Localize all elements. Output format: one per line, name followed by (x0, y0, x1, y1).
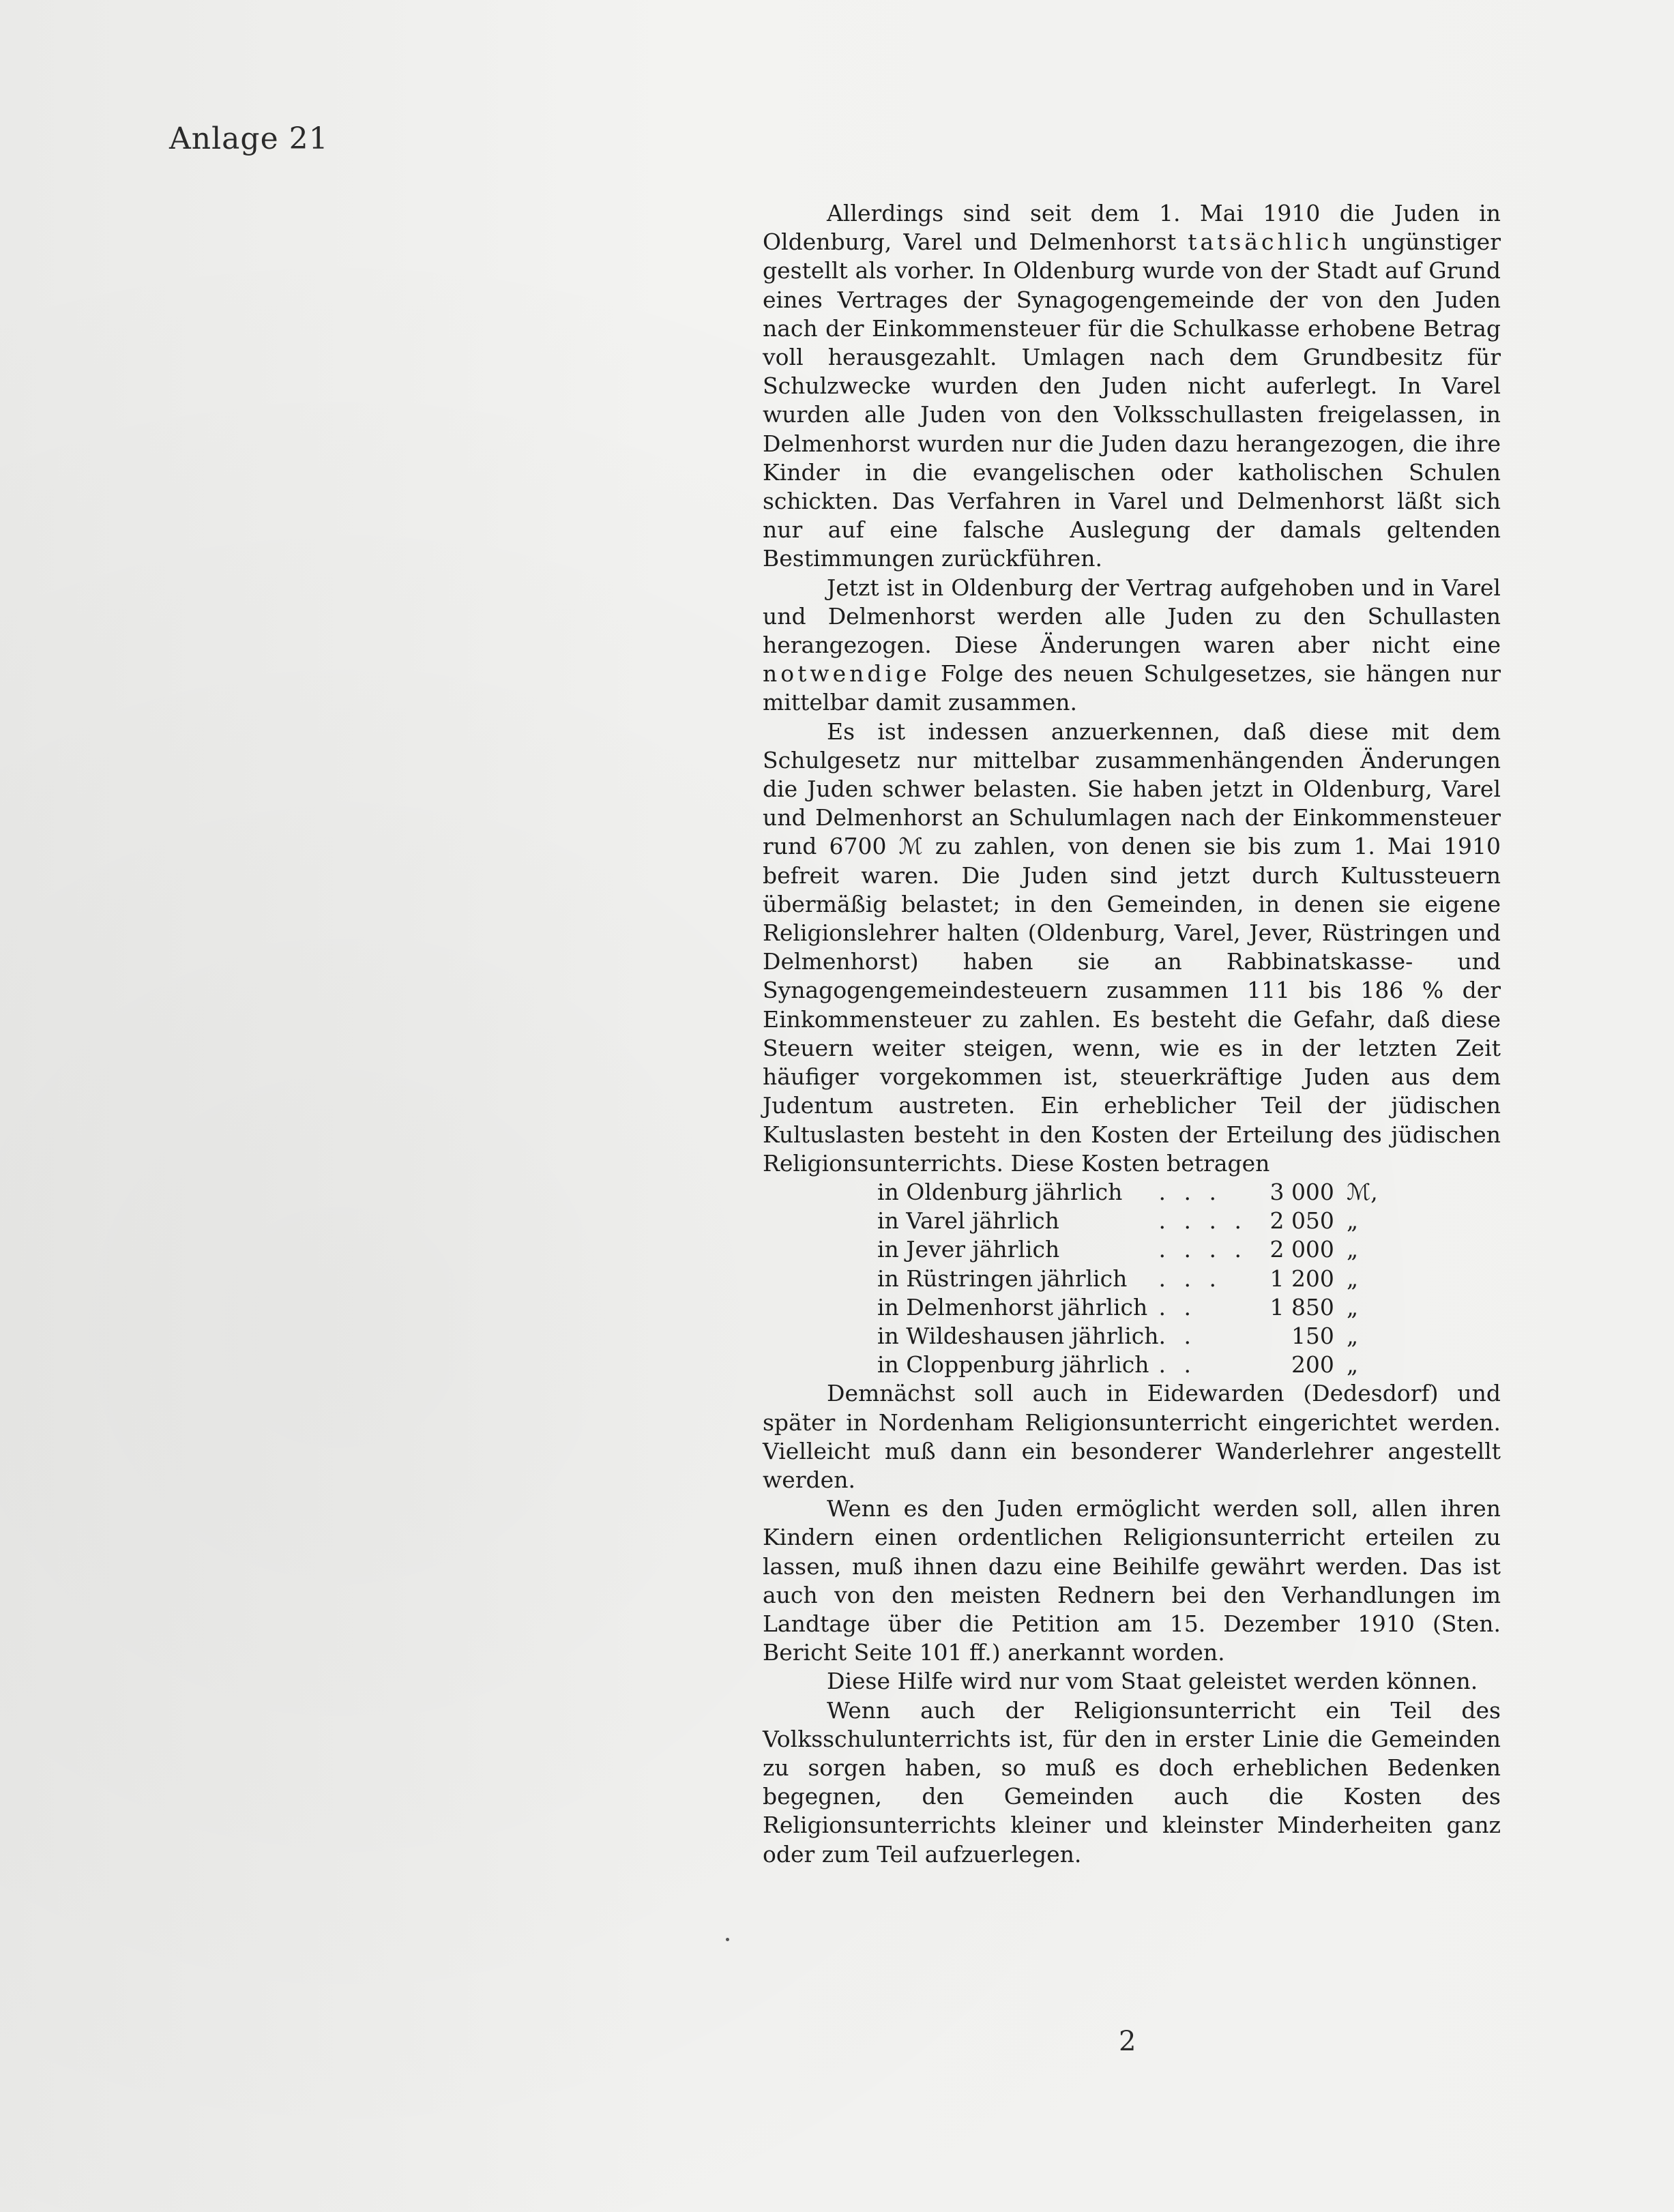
emphasis-tatsaechlich: tatsächlich (1188, 228, 1351, 256)
table-row (877, 1265, 1378, 1293)
table-row (877, 1178, 1378, 1207)
paragraph-6: Diese Hilfe wird nur vom Staat geleistet werden können. (827, 1668, 1478, 1695)
cost-place: in Rüstringen jährlich (877, 1265, 1128, 1292)
leader-dots: . . (1158, 1351, 1196, 1378)
cost-unit: „ (1346, 1236, 1359, 1263)
cost-amount: 3 000 (1269, 1178, 1334, 1205)
cost-amount: 200 (1291, 1351, 1334, 1378)
leader-dots: . . . (1158, 1178, 1222, 1205)
cost-unit: „ (1346, 1322, 1359, 1349)
cost-place: in Varel jährlich (877, 1207, 1059, 1235)
leader-dots: . . . . (1158, 1236, 1247, 1263)
ink-speck (726, 1938, 729, 1941)
paragraph-1-rest: ungünstiger gestellt als vorher. In Oldenburg wurde von der Stadt auf Grund eines Vertrages der Synagogengemeinde der von den Juden nach der Einkommensteuer für die Schulkasse erhobene Betrag voll herausgezahlt. Umlagen nach dem Grundbesitz für Schulzwecke wurden den Juden nicht auferlegt. In Varel wurden alle Juden von den Volksschullasten freigelassen, in Delmenhorst wurden nur die Juden dazu herangezogen, die ihre Kinder in die evangelischen oder katholischen Schulen schickten. Das Verfahren in Varel und Delmenhorst läßt sich nur auf eine falsche Auslegung der damals geltenden Bestimmungen zurückführen. (763, 228, 1501, 572)
body-text-column (763, 199, 1501, 1869)
cost-amount: 1 200 (1269, 1265, 1334, 1292)
cost-amount: 2 050 (1269, 1207, 1334, 1235)
cost-unit: „ (1346, 1351, 1359, 1378)
cost-unit: „ (1346, 1207, 1359, 1235)
table-row (877, 1351, 1378, 1379)
leader-dots: . . . (1158, 1265, 1222, 1292)
table-row (877, 1235, 1378, 1264)
cost-amount: 1 850 (1269, 1293, 1334, 1321)
paragraph-2-text: Jetzt ist in Oldenburg der Vertrag aufgehoben und in Varel und Delmenhorst werden alle Juden zu den Schullasten herangezogen. Diese Änderungen waren aber nicht eine (763, 574, 1501, 659)
cost-amount: 2 000 (1269, 1236, 1334, 1263)
paragraph-1 (763, 199, 1501, 574)
paragraph-1-text: Allerdings sind seit dem 1. Mai 1910 die Juden in Oldenburg, Varel und Delmenhorst (763, 200, 1501, 256)
paragraph-5: Wenn es den Juden ermöglicht werden soll, allen ihren Kindern einen ordentlichen Religionsunterricht erteilen zu lassen, muß ihnen dazu eine Beihilfe gewährt werden. Das ist auch von den meisten Rednern bei den Verhandlungen im Landtage über die Petition am 15. Dezember 1910 (Sten. Bericht Seite 101 ff.) anerkannt worden. (763, 1495, 1501, 1666)
leader-dots: . . (1158, 1322, 1196, 1349)
table-row (877, 1207, 1378, 1235)
table-row (877, 1322, 1378, 1351)
cost-place: in Delmenhorst jährlich (877, 1293, 1148, 1321)
leader-dots: . . . . (1158, 1207, 1247, 1235)
paragraph-4: Demnächst soll auch in Eidewarden (Dedesdorf) und später in Nordenham Religionsunterricht eingerichtet werden. Vielleicht muß dann ein besonderer Wanderlehrer angestellt werden. (763, 1380, 1501, 1493)
table-row (877, 1293, 1378, 1322)
cost-place: in Jever jährlich (877, 1236, 1060, 1263)
cost-unit: „ (1346, 1293, 1359, 1321)
religion-cost-table (877, 1178, 1378, 1379)
paragraph-3: Es ist indessen anzuerkennen, daß diese mit dem Schulgesetz nur mittelbar zusammenhängenden Änderungen die Juden schwer belasten. Sie haben jetzt in Oldenburg, Varel und Delmenhorst an Schulumlagen nach der Einkommensteuer rund 6700 ℳ zu zahlen, von denen sie bis zum 1. Mai 1910 befreit waren. Die Juden sind jetzt durch Kultussteuern übermäßig belastet; in den Gemeinden, in denen sie eigene Religionslehrer halten (Oldenburg, Varel, Jever, Rüstringen und Delmenhorst) haben sie an Rabbinatskasse- und Synagogengemeindesteuern zusammen 111 bis 186 % der Einkommensteuer zu zahlen. Es besteht die Gefahr, daß diese Steuern weiter steigen, wenn, wie es in der letzten Zeit häufiger vorgekommen ist, steuerkräftige Juden aus dem Judentum austreten. Ein erheblicher Teil der jüdischen Kultuslasten besteht in den Kosten der Erteilung des jüdischen Religionsunterrichts. Diese Kosten betragen (763, 718, 1501, 1177)
cost-unit: ℳ, (1346, 1178, 1378, 1205)
page-number: 2 (1119, 2026, 1136, 2057)
cost-place: in Oldenburg jährlich (877, 1178, 1123, 1205)
cost-place: in Wildeshausen jährlich (877, 1322, 1159, 1349)
paragraph-2-rest: Folge des neuen Schulgesetzes, sie hängen nur mittelbar damit zusammen. (763, 660, 1501, 716)
cost-unit: „ (1346, 1265, 1359, 1292)
paragraph-7: Wenn auch der Religionsunterricht ein Teil des Volksschulunterrichts ist, für den in erster Linie die Gemeinden zu sorgen haben, so muß es doch erheblichen Bedenken begegnen, den Gemeinden auch die Kosten des Religionsunterrichts kleiner und kleinster Minderheiten ganz oder zum Teil aufzuerlegen. (763, 1696, 1501, 1868)
emphasis-notwendige: notwendige (763, 660, 930, 688)
paragraph-2 (763, 574, 1501, 718)
cost-amount: 150 (1291, 1322, 1334, 1349)
leader-dots: . . (1158, 1293, 1196, 1321)
cost-place: in Cloppenburg jährlich (877, 1351, 1149, 1378)
annex-label: Anlage 21 (169, 121, 329, 156)
